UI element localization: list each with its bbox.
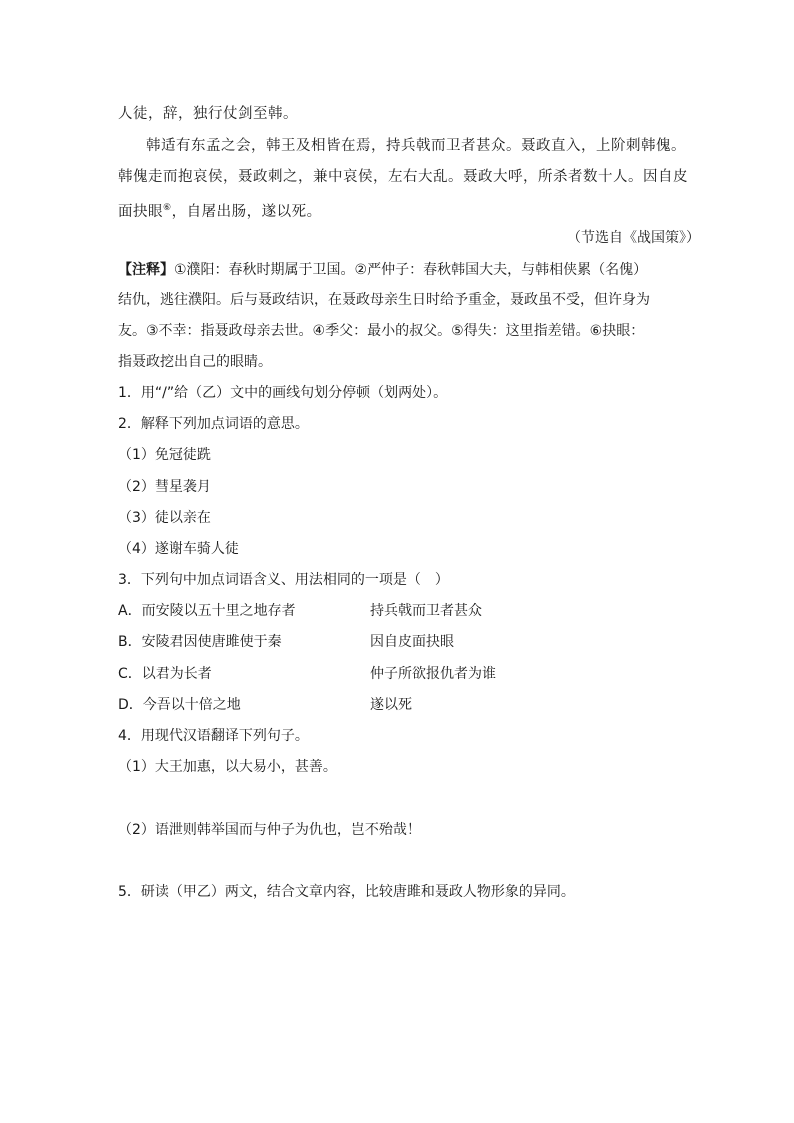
question-2-item-4: （4）遂谢车骑人徒: [118, 541, 239, 557]
option-a-right: 持兵戟而卫者甚众: [370, 603, 482, 619]
question-2: 2．解释下列加点词语的意思。: [118, 416, 309, 432]
option-c-right: 仲子所欲报仇者为谁: [370, 666, 496, 682]
question-4: 4．用现代汉语翻译下列句子。: [118, 728, 309, 744]
option-b-right: 因自皮面抉眼: [370, 634, 454, 650]
question-4-item-2: （2）语泄则韩举国而与仲子为仇也，岂不殆哉！: [118, 822, 421, 838]
question-5: 5．研读（甲乙）两文，结合文章内容，比较唐雎和聂政人物形象的异同。: [118, 884, 575, 900]
passage-source: （节选自《战国策》）: [567, 230, 700, 246]
passage-line-1: 人徒，辞，独行仗剑至韩。: [118, 106, 298, 122]
passage-line-3: 韩傀走而抱哀侯，聂政刺之，兼中哀侯，左右大乱。聂政大呼，所杀者数十人。因自皮: [118, 169, 688, 185]
footnote-marker: ⑥: [163, 203, 172, 213]
passage-line-4-rest: ，自屠出肠，遂以死。: [171, 203, 322, 220]
question-3: 3．下列句中加点词语含义、用法相同的一项是（ ）: [118, 572, 449, 588]
option-c-left: C．以君为长者: [118, 666, 212, 682]
passage-line-4-text: 面抉眼: [118, 203, 163, 220]
notes-line-2: 结仇，逃往濮阳。后与聂政结识，在聂政母亲生日时给予重金，聂政虽不受，但许身为: [118, 292, 650, 308]
passage-line-4: [118, 198, 322, 222]
option-a-left: A．而安陵以五十里之地存者: [118, 603, 296, 619]
question-1: 1．用“/”给（乙）文中的画线句划分停顿（划两处）。: [118, 385, 448, 401]
notes-label: 【注释】: [118, 262, 174, 278]
notes-line-3: 友。③不幸：指聂政母亲去世。④季父：最小的叔父。⑤得失：这里指差错。⑥抉眼：: [118, 323, 645, 339]
passage-line-2: 韩适有东孟之会，韩王及相皆在焉，持兵戟而卫者甚众。聂政直入，上阶刺韩傀。: [146, 138, 686, 154]
notes-line-1: [118, 260, 647, 280]
notes-text-1: ①濮阳：春秋时期属于卫国。②严仲子：春秋韩国大夫，与韩相侠累（名傀）: [174, 262, 648, 278]
option-b-left: B．安陵君因使唐雎使于秦: [118, 634, 282, 650]
question-2-item-1: （1）免冠徒跣: [118, 447, 211, 463]
question-2-item-3: （3）徒以亲在: [118, 510, 211, 526]
option-d-right: 遂以死: [370, 697, 412, 713]
question-2-item-2: （2）彗星袭月: [118, 479, 211, 495]
question-4-item-1: （1）大王加惠，以大易小，甚善。: [118, 759, 337, 775]
notes-line-4: 指聂政挖出自己的眼睛。: [118, 354, 272, 370]
option-d-left: D．今吾以十倍之地: [118, 697, 241, 713]
